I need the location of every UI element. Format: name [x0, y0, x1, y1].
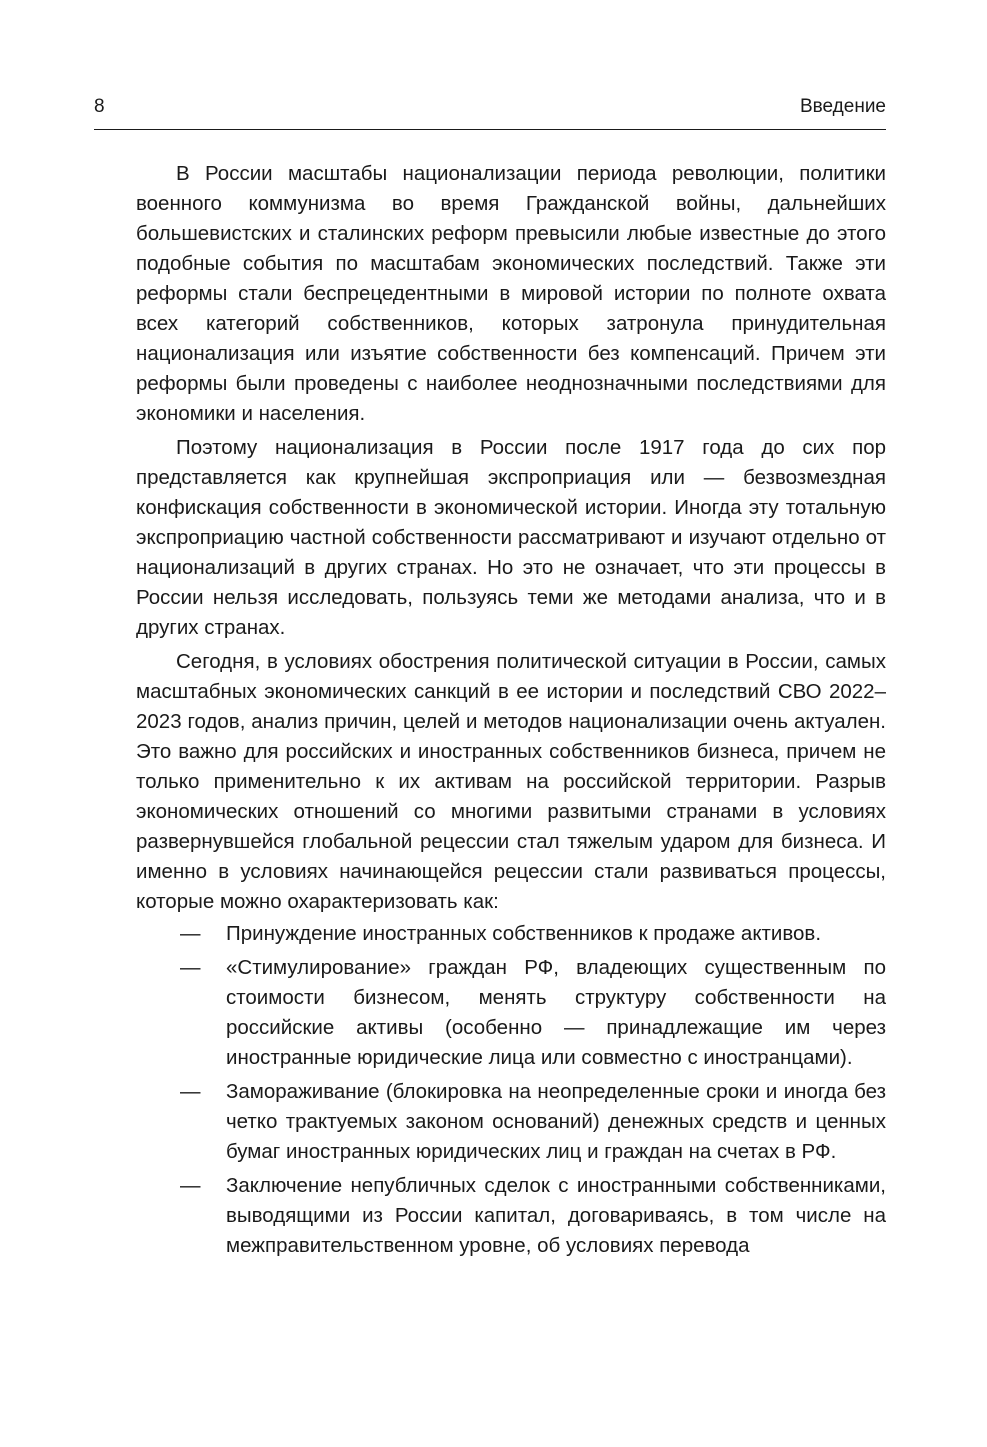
dash-marker: —	[180, 1080, 201, 1103]
list-item-text: «Стимулирование» граждан РФ, владеющих существенным по стоимости бизнесом, менять структуру собственности на российские активы (особенно — принадлежащие им через иностранные юридические лица или совместно с иностранцами).	[226, 956, 886, 1069]
list-item-text: Принуждение иностранных собственников к продаже активов.	[226, 922, 822, 945]
list-item-text: Заключение непубличных сделок с иностранными собственниками, выводящими из России капитал, договариваясь, в том числе на межправительственном уровне, об условиях перевода	[226, 1174, 886, 1257]
list-item	[136, 1171, 886, 1261]
paragraph: В России масштабы национализации периода революции, политики военного коммунизма во время Гражданской войны, дальнейших большевистских и сталинских реформ превысили любые известные до этого подобные события по масштабам экономических последствий. Также эти реформы стали беспрецедентными в мировой истории по полноте охвата всех категорий собственников, которых затронула принудительная национализация или изъятие собственности без компенсаций. Причем эти реформы были проведены с наиболее неоднозначными последствиями для экономики и населения.	[136, 162, 886, 425]
paragraph: Сегодня, в условиях обострения политической ситуации в России, самых масштабных экономических санкций в ее истории и последствий СВО 2022–2023 годов, анализ причин, целей и методов национализации очень актуален. Это важно для российских и иностранных собственников бизнеса, причем не только применительно к их активам на российской территории. Разрыв экономических отношений со многими развитыми странами в условиях развернувшейся глобальной рецессии стал тяжелым ударом для бизнеса. И именно в условиях начинающейся рецессии стали развиваться процессы, которые можно охарактеризовать как:	[136, 650, 886, 913]
page-number: 8	[94, 96, 105, 117]
body-text	[136, 159, 886, 1265]
dash-list	[136, 919, 886, 1261]
list-item-text: Замораживание (блокировка на неопределенные сроки и иногда без четко трактуемых законом оснований) денежных средств и ценных бумаг иностранных юридических лиц и граждан на счетах в РФ.	[226, 1080, 886, 1163]
list-item	[136, 919, 886, 949]
running-head: Введение	[799, 96, 886, 117]
paragraph: Поэтому национализация в России после 1917 года до сих пор представляется как крупнейшая экспроприация или — безвозмездная конфискация собственности в экономической истории. Иногда эту тотальную экспроприацию частной собственности рассматривают и изучают отдельно от национализаций в других странах. Но это не означает, что эти процессы в России нельзя исследовать, пользуясь теми же методами анализа, что и в других странах.	[136, 436, 886, 639]
dash-marker: —	[180, 1174, 201, 1197]
list-item	[136, 1077, 886, 1167]
dash-marker: —	[180, 922, 201, 945]
dash-marker: —	[180, 956, 201, 979]
list-item	[136, 953, 886, 1073]
page-header	[94, 94, 886, 130]
